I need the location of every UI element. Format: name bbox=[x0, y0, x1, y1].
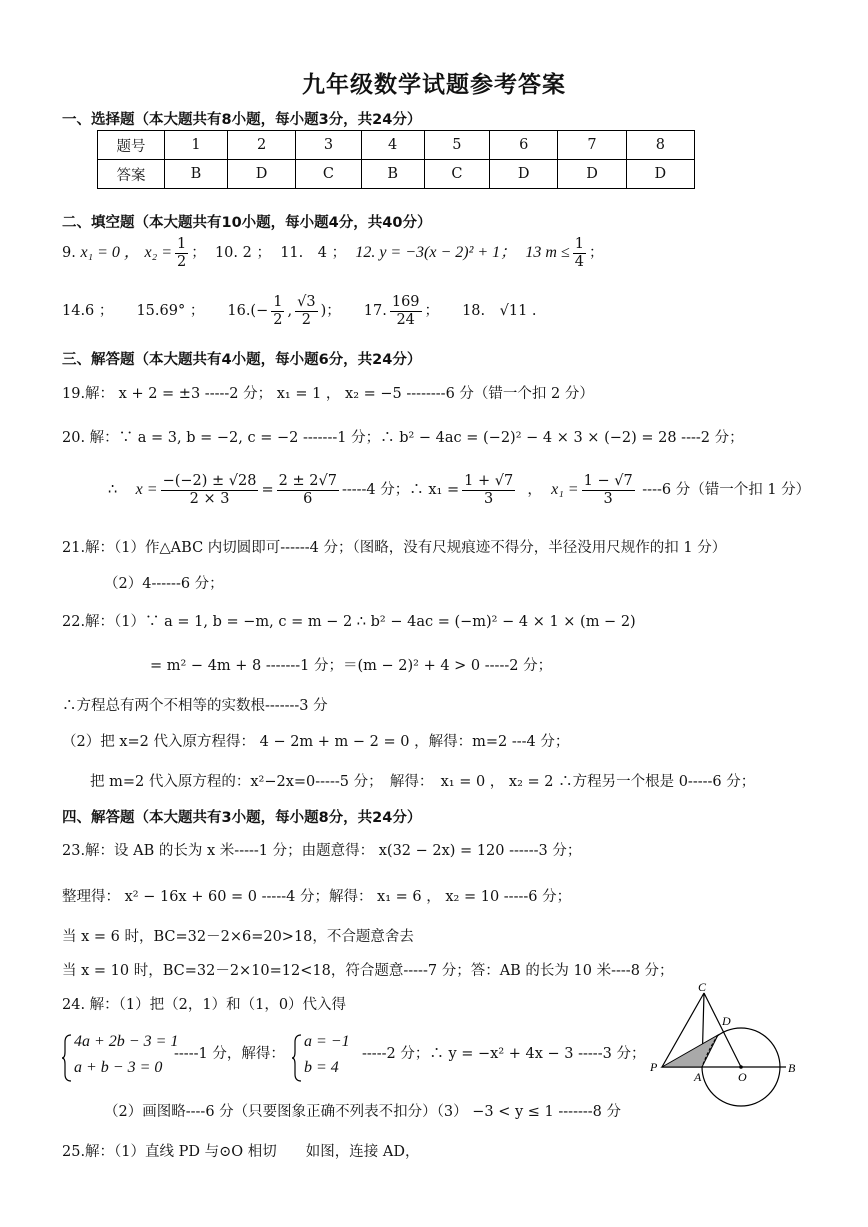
label-c: C bbox=[698, 980, 707, 994]
q23-line2: 整理得： x² − 16x + 60 = 0 -----4 分；解得： x₁ = 6 ， x₂ = 10 -----6 分； bbox=[62, 889, 572, 905]
q23-line3: 当 x = 6 时，BC=32－2×6=20>18，不合题意舍去 bbox=[62, 929, 414, 945]
q17-number: 17. bbox=[363, 303, 387, 320]
section4-heading: 四、解答题（本大题共有3小题，每小题8分，共24分） bbox=[62, 810, 422, 826]
q20-solution-line-1: 20. 解：∵ a = 3, b = −2, c = −2 -------1 分；∴ b² − 4ac = (−2)² − 4 × 3 × (−2) = 28 ----2 分； bbox=[62, 430, 744, 446]
section3-heading: 三、解答题（本大题共有4小题，每小题6分，共24分） bbox=[62, 352, 422, 368]
brace-icon bbox=[292, 1034, 302, 1082]
q24-end: -----2 分；∴ y = −x² + 4x − 3 -----3 分； bbox=[362, 1046, 646, 1062]
numerator: 1 + √7 bbox=[464, 473, 514, 489]
numerator: 1 bbox=[574, 236, 584, 252]
table-cell: D bbox=[227, 160, 295, 189]
table-cell: D bbox=[626, 160, 694, 189]
section2-heading: 二、填空题（本大题共有10小题，每小题4分，共40分） bbox=[62, 215, 432, 231]
q13-end: ； bbox=[588, 245, 604, 262]
q10-answer: 10. 2 ； bbox=[214, 245, 271, 262]
q20-x1: x₁ = bbox=[551, 481, 579, 499]
q22-line4: （2）把 x=2 代入原方程得： 4 − 2m + m − 2 = 0 ，解得：m=2 ---4 分； bbox=[62, 734, 570, 750]
table-cell: C bbox=[424, 160, 489, 189]
label-p: P bbox=[650, 1060, 658, 1074]
table-cell: 3 bbox=[296, 131, 361, 160]
denominator: 2 × 3 bbox=[189, 490, 230, 507]
q16-answer: 16.(− bbox=[227, 303, 269, 320]
denominator: 6 bbox=[303, 490, 313, 507]
denominator: 2 bbox=[301, 311, 311, 328]
section1-heading: 一、选择题（本大题共有8小题，每小题3分，共24分） bbox=[62, 112, 422, 128]
table-cell: 2 bbox=[227, 131, 295, 160]
q13-fraction bbox=[573, 236, 586, 270]
q9-number: 9. bbox=[62, 245, 76, 262]
label-a: A bbox=[694, 1070, 702, 1084]
system2-eq2: b = 4 bbox=[304, 1059, 339, 1076]
table-cell: B bbox=[361, 160, 424, 189]
q20-end: ----6 分（错一个扣 1 分） bbox=[642, 482, 811, 499]
q20-fraction-2 bbox=[277, 473, 339, 507]
table-row bbox=[98, 160, 695, 189]
q20-fraction-1 bbox=[161, 473, 259, 507]
answer-table bbox=[97, 130, 695, 189]
q24-line3: （2）画图略----6 分（只要图象正确不列表不扣分）（3） −3 < y ≤ 1 -------8 分 bbox=[104, 1104, 622, 1120]
equals: = bbox=[261, 482, 274, 499]
q12-answer: 12. y = −3(x − 2)² + 1； bbox=[355, 244, 517, 262]
line-co bbox=[704, 993, 741, 1067]
q23-line1: 23.解：设 AB 的长为 x 米-----1 分；由题意得： x(32 − 2x) = 120 ------3 分； bbox=[62, 843, 582, 859]
system2-eq1: a = −1 bbox=[304, 1033, 350, 1050]
q20-x: x = bbox=[135, 481, 158, 499]
q13-answer: 13 m ≤ bbox=[525, 244, 570, 262]
q25-line1: 25.解：（1）直线 PD 与⊙O 相切 如图，连接 AD， bbox=[62, 1144, 420, 1160]
numerator: 169 bbox=[391, 294, 420, 310]
table-cell: 5 bbox=[424, 131, 489, 160]
table-header-cell: 题号 bbox=[98, 131, 165, 160]
q20-fraction-4 bbox=[582, 473, 635, 507]
denominator: 24 bbox=[396, 311, 415, 328]
q24-line1: 24. 解：（1）把（2，1）和（1，0）代入得 bbox=[62, 997, 347, 1013]
fill-answers-line-2 bbox=[62, 294, 537, 328]
center-dot bbox=[739, 1065, 743, 1069]
denominator: 2 bbox=[273, 311, 283, 328]
q23-line4: 当 x = 10 时，BC=32－2×10=12<18，符合题意-----7 分；答：AB 的长为 10 米----8 分； bbox=[62, 963, 674, 979]
numerator: −(−2) ± √28 bbox=[162, 473, 257, 489]
q16-end: )； bbox=[320, 303, 341, 320]
q22-line1: 22.解：（1）∵ a = 1, b = −m, c = m − 2 ∴ b² − 4ac = (−m)² − 4 × 1 × (m − 2) bbox=[62, 614, 636, 630]
q22-line5: 把 m=2 代入原方程的：x²−2x=0-----5 分； 解得： x₁ = 0 ， x₂ = 2 ∴方程另一个根是 0-----6 分； bbox=[90, 774, 756, 790]
q9-root-1: x₁ = 0 ， bbox=[80, 244, 140, 262]
q14-answer: 14.6 ； bbox=[62, 303, 114, 320]
table-cell: 4 bbox=[361, 131, 424, 160]
q22-line2: = m² − 4m + 8 -------1 分；＝(m − 2)² + 4 > 0 -----2 分； bbox=[150, 658, 553, 674]
q17-fraction bbox=[390, 294, 422, 328]
system1-eq1: 4a + 2b − 3 = 1 bbox=[74, 1033, 179, 1050]
q19-solution: 19.解： x + 2 = ±3 -----2 分； x₁ = 1 ， x₂ = −5 --------6 分（错一个扣 2 分） bbox=[62, 386, 594, 402]
q18-answer: 18. √11 . bbox=[462, 303, 537, 320]
q11-answer: 11. 4 ； bbox=[280, 245, 347, 262]
numerator: 1 bbox=[177, 236, 187, 252]
denominator: 2 bbox=[177, 253, 187, 270]
q16-comma: , bbox=[287, 303, 293, 320]
q24-mid: -----1 分，解得： bbox=[174, 1046, 285, 1062]
numerator: 1 bbox=[273, 294, 283, 310]
q22-line3: ∴方程总有两个不相等的实数根-------3 分 bbox=[62, 698, 328, 714]
q16-fraction-b bbox=[295, 294, 317, 328]
comma: ， bbox=[527, 482, 542, 499]
table-cell: 7 bbox=[558, 131, 626, 160]
table-cell: 6 bbox=[490, 131, 558, 160]
denominator: 3 bbox=[484, 490, 494, 507]
page-title: 九年级数学试题参考答案 bbox=[302, 72, 566, 98]
table-row bbox=[98, 131, 695, 160]
system1-eq2: a + b − 3 = 0 bbox=[74, 1059, 163, 1076]
q21-part2: （2）4------6 分； bbox=[104, 576, 224, 592]
table-cell: B bbox=[165, 160, 228, 189]
q20-fraction-3 bbox=[462, 473, 515, 507]
q15-answer: 15.69° ； bbox=[136, 303, 205, 320]
q9-root-2: x₂ = bbox=[144, 244, 172, 262]
table-cell: 1 bbox=[165, 131, 228, 160]
numerator: 2 ± 2√7 bbox=[278, 473, 337, 489]
q16-fraction-a bbox=[271, 294, 284, 328]
table-header-cell: 答案 bbox=[98, 160, 165, 189]
table-cell: D bbox=[490, 160, 558, 189]
label-o: O bbox=[738, 1070, 747, 1084]
therefore-symbol: ∴ bbox=[108, 482, 118, 499]
q21-part1: 21.解：（1）作△ABC 内切圆即可------4 分；（图略，没有尺规痕迹不得分，半径没用尺规作的扣 1 分） bbox=[62, 540, 727, 556]
table-cell: 8 bbox=[626, 131, 694, 160]
brace-icon bbox=[62, 1034, 72, 1082]
denominator: 3 bbox=[603, 490, 613, 507]
table-cell: D bbox=[558, 160, 626, 189]
numerator: √3 bbox=[297, 294, 316, 310]
q20-mid: -----4 分；∴ x₁ = bbox=[341, 482, 460, 499]
table-cell: C bbox=[296, 160, 361, 189]
fill-answers-line-1 bbox=[62, 236, 603, 270]
denominator: 4 bbox=[574, 253, 584, 270]
q17-end: ； bbox=[424, 303, 440, 320]
label-d: D bbox=[722, 1014, 731, 1028]
numerator: 1 − √7 bbox=[583, 473, 633, 489]
q20-solution-line-2 bbox=[108, 473, 810, 507]
q9-fraction bbox=[175, 236, 188, 270]
q9-end: ； bbox=[191, 245, 206, 262]
label-b: B bbox=[788, 1061, 796, 1075]
geometry-figure bbox=[648, 980, 808, 1140]
